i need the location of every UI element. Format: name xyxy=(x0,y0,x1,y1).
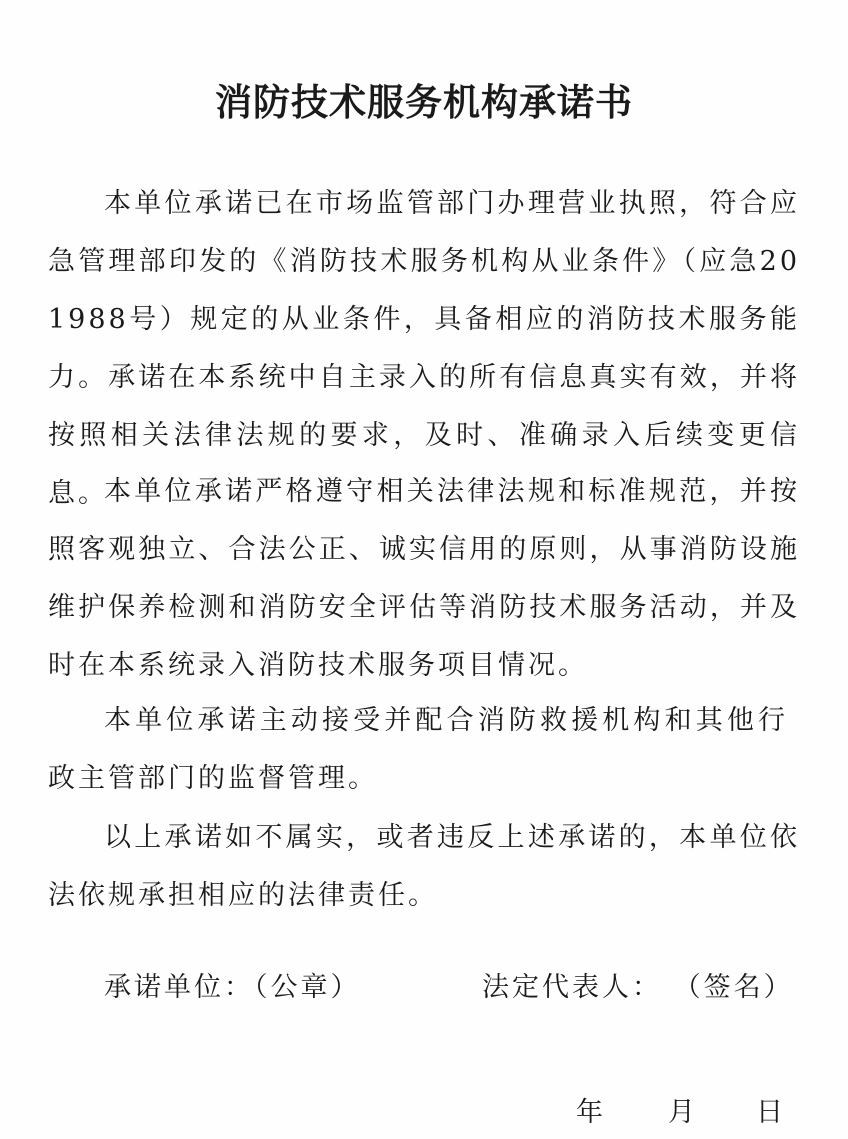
paragraph-qualification: 本单位承诺已在市场监管部门办理营业执照，符合应急管理部印发的《消防技术服务机构从业条件》（应急201988号）规定的从业条件，具备相应的消防技术服务能力。承诺在本系统中自主录入的所有信息真实有效，并将按照相关法律法规的要求，及时、准确录入后续变更信息。 xyxy=(48,188,800,509)
date-month-label: 月 xyxy=(668,1097,695,1128)
signature-unit-label: 承诺单位：（公章） xyxy=(104,972,361,1003)
document-title: 消防技术服务机构承诺书 xyxy=(215,81,633,124)
date-day-label: 日 xyxy=(756,1097,783,1128)
signature-representative-label: 法定代表人： （签名） xyxy=(482,972,794,1003)
paragraph-supervision: 本单位承诺主动接受并配合消防救援机构和其他行政主管部门的监督管理。 xyxy=(48,705,788,794)
paragraph-compliance: 本单位承诺严格遵守相关法律法规和标准规范，并按照客观独立、合法公正、诚实信用的原则，从事消防设施维护保养检测和消防安全评估等消防技术服务活动，并及时在本系统录入消防技术服务项目情况。 xyxy=(48,476,800,681)
date-year-label: 年 xyxy=(576,1097,603,1128)
paragraph-liability: 以上承诺如不属实，或者违反上述承诺的，本单位依法依规承担相应的法律责任。 xyxy=(48,822,800,911)
